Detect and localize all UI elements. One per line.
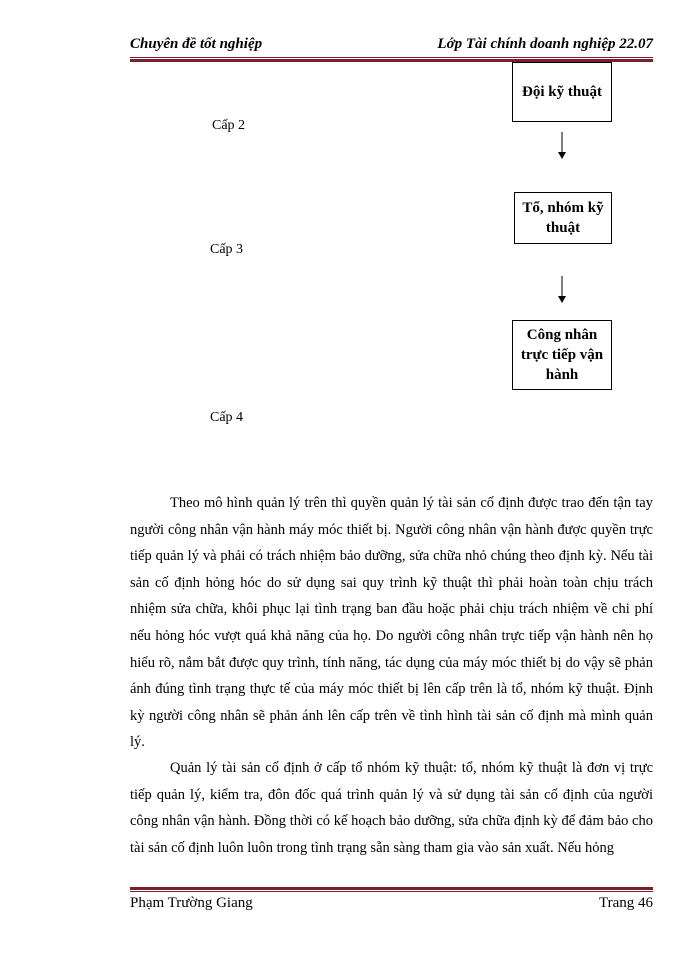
box-technical-group-label: Tổ, nhóm kỹ thuật <box>522 200 604 236</box>
box-operating-worker <box>512 320 612 390</box>
body-paragraph-1: Theo mô hình quản lý trên thì quyền quản lý tài sản cố định được trao đến tận tay người công nhân vận hành máy móc thiết bị. Người công nhân vận hành được quyền trực tiếp quản lý và phải có trách nhiệm bảo dưỡng, sửa chữa nhỏ chúng theo định kỳ. Nếu tài sản cố định hỏng hóc do sử dụng sai quy trình kỹ thuật thì phải hoàn toàn chịu trách nhiệm sửa chữa, khôi phục lại tình trạng ban đầu hoặc phải chịu trách nhiệm về chi phí nếu hỏng hóc vượt quá khả năng của họ. Do người công nhân trực tiếp vận hành nên họ hiểu rõ, nắm bắt được quy trình, tính năng, tác dụng của máy móc thiết bị do vậy sẽ phản ánh đúng tình trạng thực tế của máy móc thiết bị lên cấp trên là tổ, nhóm kỹ thuật. Định kỳ người công nhân sẽ phản ánh lên cấp trên về tình hình tài sản cố định mà mình quản lý. <box>130 495 653 751</box>
box-technical-team <box>512 62 612 122</box>
header-class-name: Lớp Tài chính doanh nghiệp 22.07 <box>437 36 653 52</box>
level-label-2: Cấp 2 <box>212 118 246 133</box>
footer-author: Phạm Trường Giang <box>130 895 253 911</box>
footer-rule-thick <box>130 887 653 890</box>
box-technical-group <box>514 192 612 244</box>
body-paragraph-2: Quản lý tài sản cố định ở cấp tổ nhóm kỹ thuật: tổ, nhóm kỹ thuật là đơn vị trực tiếp quản lý, kiểm tra, đôn đốc quá trình quản lý và sử dụng tài sản cố định của người công nhân vận hành. Đồng thời có kế hoạch bảo dưỡng, sửa chữa định kỳ để đảm bảo cho tài sản cố định luôn luôn trong tình trạng sẵn sàng tham gia vào sản xuất. Nếu hỏng <box>130 760 653 856</box>
arrow-down-icon <box>556 276 568 304</box>
header-rule-thin <box>130 57 653 58</box>
level-label-4: Cấp 4 <box>210 410 244 425</box>
box-operating-worker-label: Công nhân trực tiếp vận hành <box>520 327 604 383</box>
footer-page-number: Trang 46 <box>598 895 653 911</box>
header-document-title: Chuyên đề tốt nghiệp <box>130 36 263 52</box>
level-label-3: Cấp 3 <box>210 242 244 257</box>
arrow-down-icon <box>556 132 568 160</box>
box-technical-team-label: Đội kỹ thuật <box>521 84 603 100</box>
page-header <box>130 36 653 56</box>
footer-rule-thin <box>130 891 653 892</box>
page-footer <box>130 895 653 915</box>
